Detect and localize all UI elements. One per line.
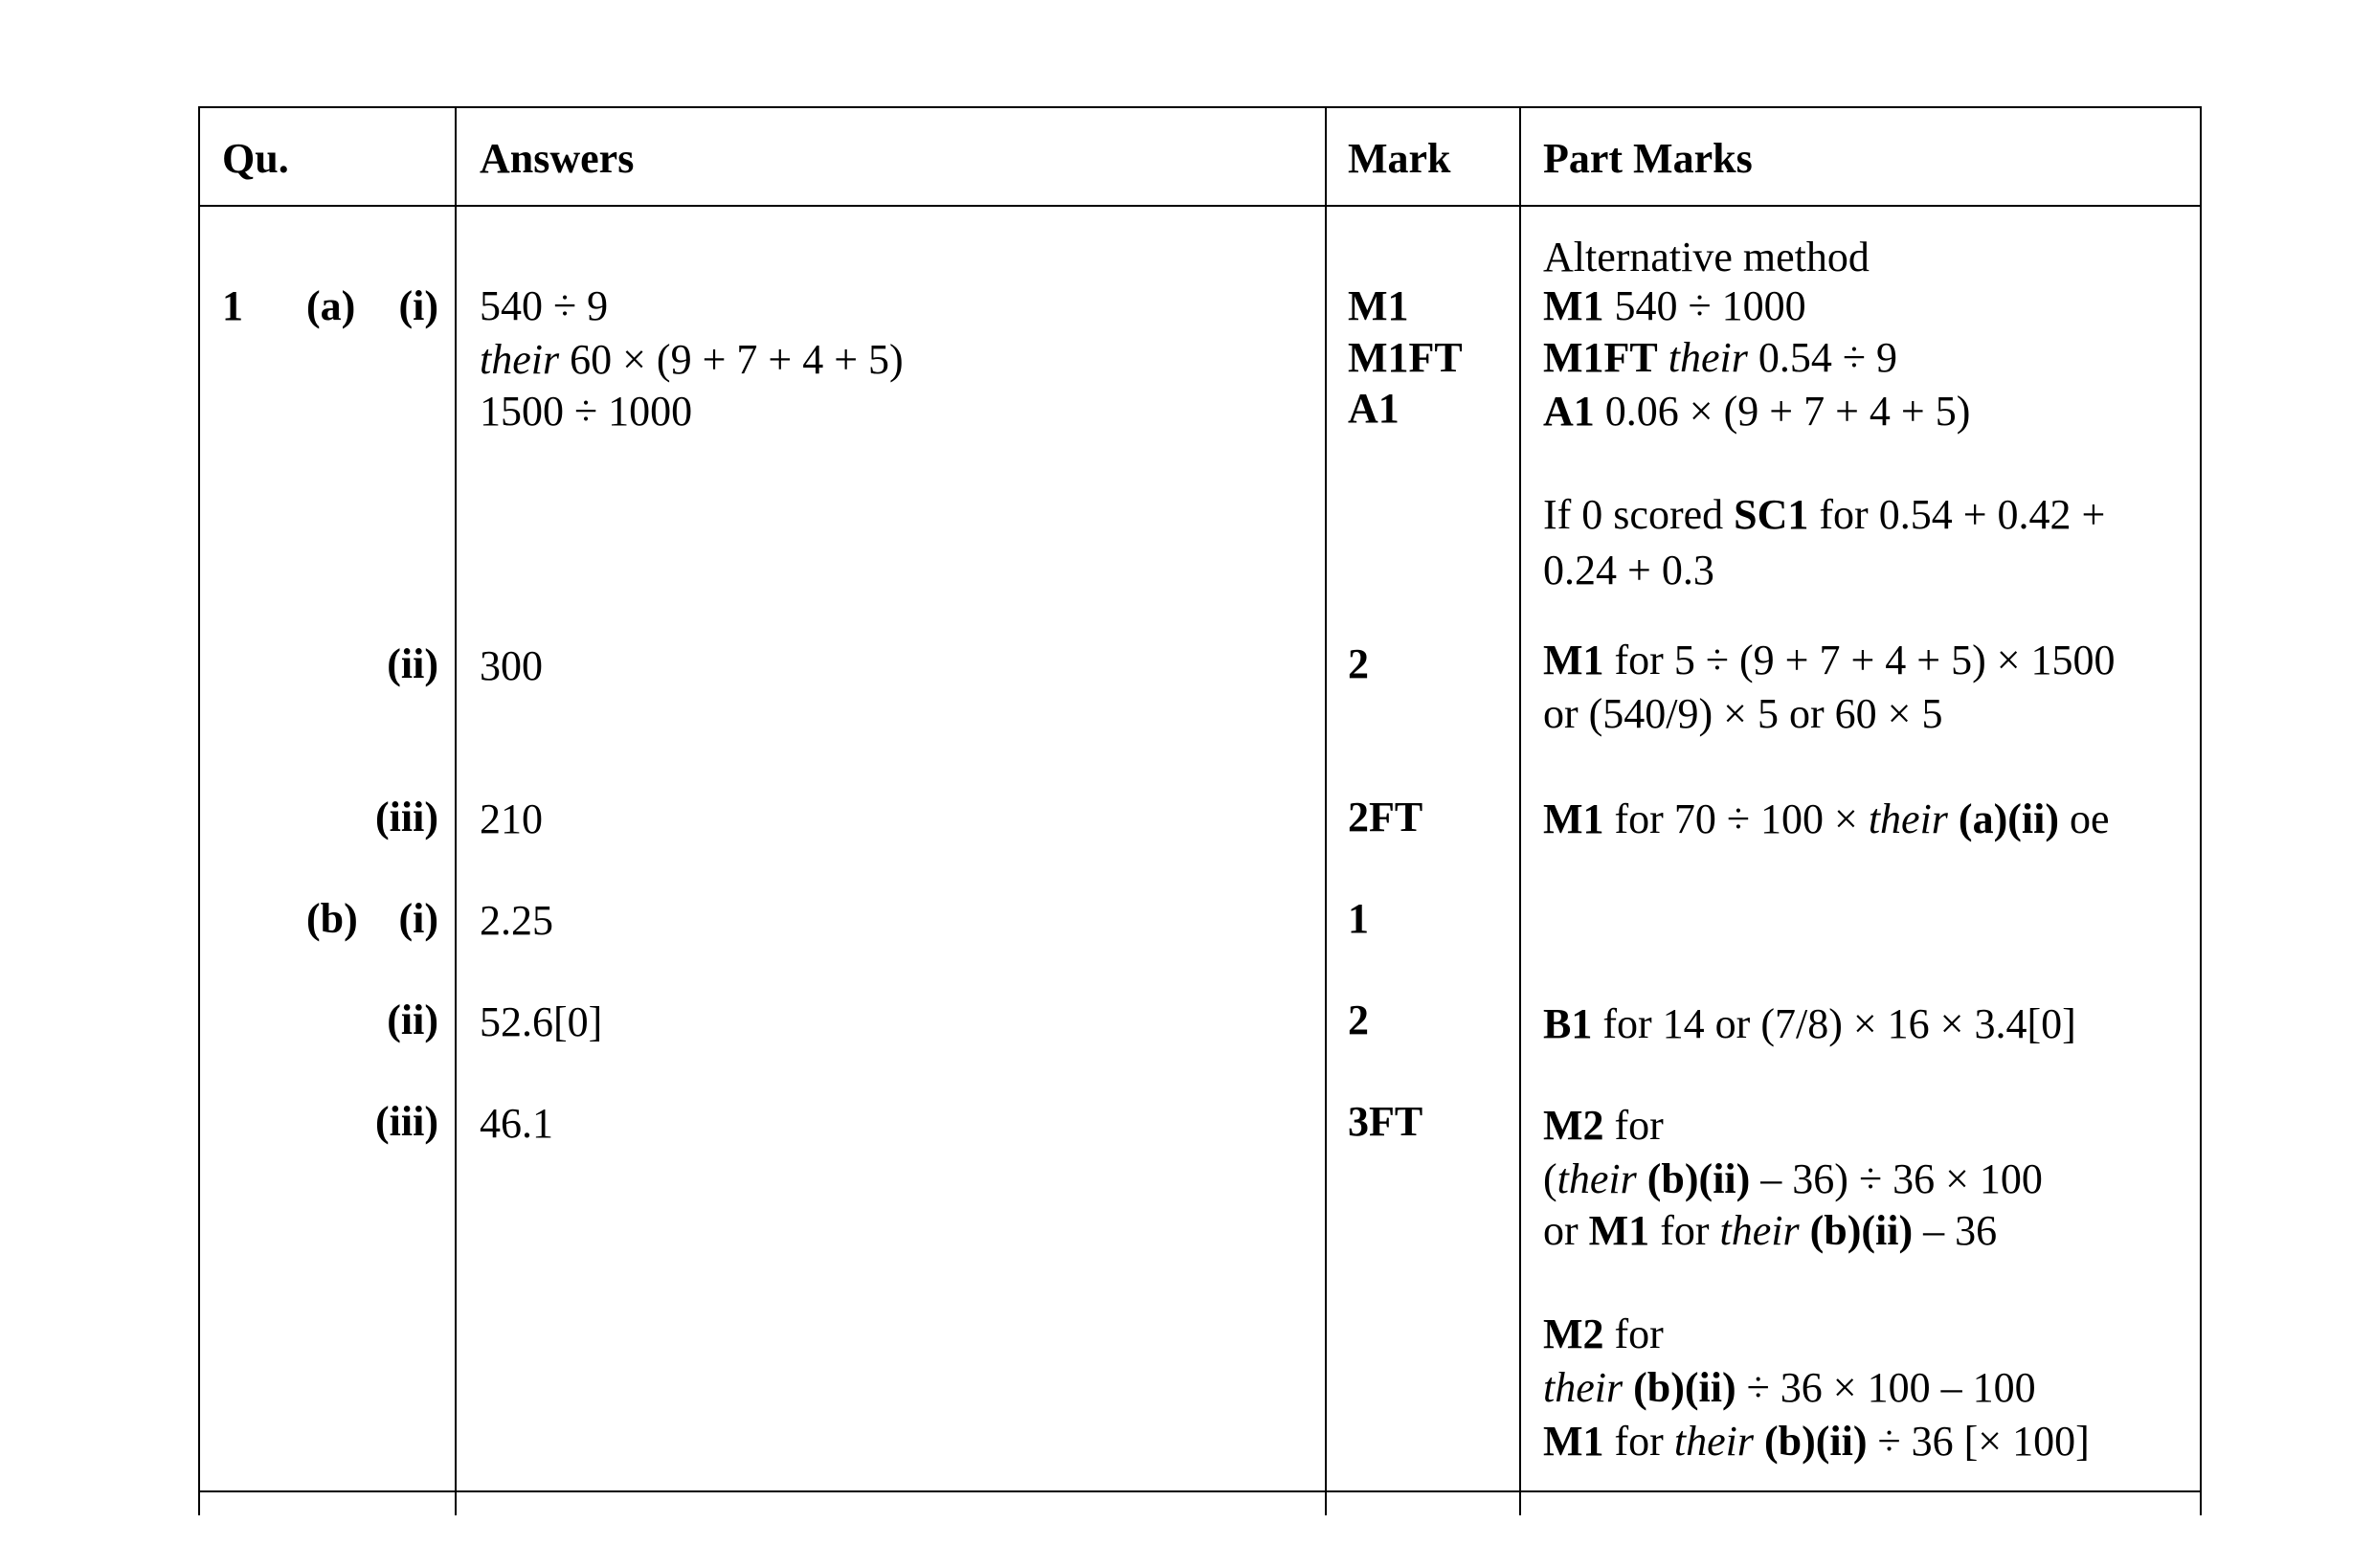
pm-b-iii-m2a-l2-bold: (b)(ii) xyxy=(1636,1155,1751,1202)
pm-a-iii-bold2: (a)(ii) xyxy=(1947,795,2059,842)
pm-a-i-line1-rest: 540 ÷ 1000 xyxy=(1603,282,1806,329)
header-bottom-border xyxy=(198,205,2202,207)
pm-a-i-line2-italic: their xyxy=(1657,334,1748,381)
pm-b-iii-m2b-l2-rest: ÷ 36 × 100 – 100 xyxy=(1736,1364,2036,1411)
pm-a-iii xyxy=(1543,792,2110,846)
sub-label-b-ii: (ii) xyxy=(387,997,438,1043)
pm-b-iii-m2b-line3 xyxy=(1543,1414,2090,1468)
answer-a-ii: 300 xyxy=(480,642,543,689)
header-mark: Mark xyxy=(1348,135,1451,182)
column-divider-right xyxy=(2200,106,2202,1515)
pm-b-iii-m2a-l2-rest: – 36) ÷ 36 × 100 xyxy=(1750,1155,2043,1202)
pm-a-i-special-case xyxy=(1543,487,2105,542)
mark-a-iii: 2FT xyxy=(1348,794,1423,840)
pm-a-i-special-case-line2: 0.24 + 0.3 xyxy=(1543,547,1714,594)
pm-b-iii-m2b-rest: for xyxy=(1603,1310,1664,1357)
pm-a-ii-line1-bold: M1 xyxy=(1543,637,1604,683)
column-divider-left xyxy=(198,106,200,1515)
pm-b-iii-m2a-rest: for xyxy=(1603,1102,1664,1149)
pm-b-iii-m2b-line1 xyxy=(1543,1307,1664,1361)
pm-b-iii-m2a-l2-italic: their xyxy=(1557,1155,1637,1202)
pm-a-i-line2 xyxy=(1543,330,1897,385)
pm-b-iii-m2b-l3-bold2: (b)(ii) xyxy=(1753,1418,1868,1465)
pm-b-iii-m2a-line2 xyxy=(1543,1152,2043,1206)
pm-a-i-line1 xyxy=(1543,279,1806,333)
column-divider-answers-mark xyxy=(1325,106,1327,1515)
pm-b-iii-m2b-line2 xyxy=(1543,1360,2036,1415)
pm-a-iii-italic: their xyxy=(1868,795,1948,842)
pm-b-ii-bold: B1 xyxy=(1543,1000,1593,1047)
header-answers: Answers xyxy=(480,135,635,182)
pm-a-iii-rest: for 70 ÷ 100 × xyxy=(1603,795,1869,842)
pm-b-ii-rest: for 14 or (7/8) × 16 × 3.4[0] xyxy=(1592,1000,2076,1047)
answer-a-i-line3: 1500 ÷ 1000 xyxy=(480,388,693,435)
answer-b-iii: 46.1 xyxy=(480,1100,553,1147)
mark-b-iii: 3FT xyxy=(1348,1098,1423,1145)
table-bottom-border xyxy=(198,1490,2202,1492)
pm-a-i-sc-bold: SC1 xyxy=(1734,491,1809,538)
pm-b-iii-m2b-l2-italic: their xyxy=(1543,1364,1624,1411)
sub-label-a-ii: (ii) xyxy=(387,640,438,687)
pm-a-i-line3-bold: A1 xyxy=(1543,388,1595,435)
pm-b-iii-m2b-l3-italic: their xyxy=(1673,1418,1754,1465)
pm-b-iii-m2a-l3-mid: for xyxy=(1649,1207,1720,1254)
sub-label-a-iii: (iii) xyxy=(375,794,438,840)
answer-a-iii: 210 xyxy=(480,795,543,842)
mark-a-i-line3: A1 xyxy=(1348,385,1400,432)
answer-b-ii: 52.6[0] xyxy=(480,998,603,1045)
pm-b-iii-m2a-l3-bold2: (b)(ii) xyxy=(1799,1207,1914,1254)
pm-b-iii-m2b-l3-rest: ÷ 36 [× 100] xyxy=(1867,1418,2090,1465)
column-divider-qu-answers xyxy=(455,106,457,1515)
pm-a-i-sc-pre: If 0 scored xyxy=(1543,491,1735,538)
pm-a-iii-bold: M1 xyxy=(1543,795,1604,842)
pm-b-iii-m2b-l3-mid: for xyxy=(1603,1418,1674,1465)
pm-a-i-line3 xyxy=(1543,384,1970,438)
pm-b-iii-m2a-l3-pre: or xyxy=(1543,1207,1589,1254)
pm-a-iii-tail: oe xyxy=(2058,795,2110,842)
pm-a-i-line2-bold: M1FT xyxy=(1543,334,1658,381)
sub-label-b-iii: (iii) xyxy=(375,1098,438,1145)
pm-a-ii-line1-rest: for 5 ÷ (9 + 7 + 4 + 5) × 1500 xyxy=(1603,637,2116,683)
question-number: 1 xyxy=(222,282,243,329)
sub-label-b-i: (i) xyxy=(398,895,438,942)
table-top-border xyxy=(198,106,2202,108)
mark-a-i-line1: M1 xyxy=(1348,282,1409,329)
pm-a-i-line2-rest: 0.54 ÷ 9 xyxy=(1747,334,1898,381)
answer-a-i-line2-rest: 60 × (9 + 7 + 4 + 5) xyxy=(559,336,904,383)
pm-b-iii-m2a-l2-open: ( xyxy=(1543,1155,1557,1202)
pm-b-iii-m2a-l3-rest: – 36 xyxy=(1913,1207,1998,1254)
pm-b-iii-m2b-l2-bold: (b)(ii) xyxy=(1623,1364,1736,1411)
mark-a-i-line2: M1FT xyxy=(1348,334,1463,381)
pm-b-iii-m2a-line1 xyxy=(1543,1098,1664,1153)
pm-a-i-alternative: Alternative method xyxy=(1543,234,1870,280)
pm-b-iii-m2a-l3-bold: M1 xyxy=(1588,1207,1650,1254)
pm-b-iii-m2a-line3 xyxy=(1543,1203,1997,1258)
answer-a-i-line1: 540 ÷ 9 xyxy=(480,282,609,329)
pm-b-iii-m2b-bold: M2 xyxy=(1543,1310,1604,1357)
pm-b-iii-m2a-l3-italic: their xyxy=(1719,1207,1800,1254)
answer-a-i-line2-italic: their xyxy=(480,336,560,383)
mark-a-ii: 2 xyxy=(1348,640,1369,687)
part-label-b: (b) xyxy=(306,895,358,942)
pm-a-ii-line1 xyxy=(1543,633,2116,687)
header-part-marks: Part Marks xyxy=(1543,135,1753,182)
answer-a-i-line2 xyxy=(480,332,904,387)
answer-b-i: 2.25 xyxy=(480,897,553,944)
header-qu: Qu. xyxy=(222,135,289,182)
pm-b-iii-m2a-bold: M2 xyxy=(1543,1102,1604,1149)
pm-a-i-line1-bold: M1 xyxy=(1543,282,1604,329)
pm-b-iii-m2b-l3-bold: M1 xyxy=(1543,1418,1604,1465)
pm-a-i-sc-post: for 0.54 + 0.42 + xyxy=(1808,491,2106,538)
pm-b-ii xyxy=(1543,997,2076,1051)
part-label-a: (a) xyxy=(306,282,356,329)
pm-a-i-line3-rest: 0.06 × (9 + 7 + 4 + 5) xyxy=(1594,388,1971,435)
mark-b-i: 1 xyxy=(1348,895,1369,942)
pm-a-ii-line2: or (540/9) × 5 or 60 × 5 xyxy=(1543,690,1943,737)
mark-b-ii: 2 xyxy=(1348,997,1369,1043)
column-divider-mark-partmarks xyxy=(1519,106,1521,1515)
sub-label-a-i: (i) xyxy=(398,282,438,329)
